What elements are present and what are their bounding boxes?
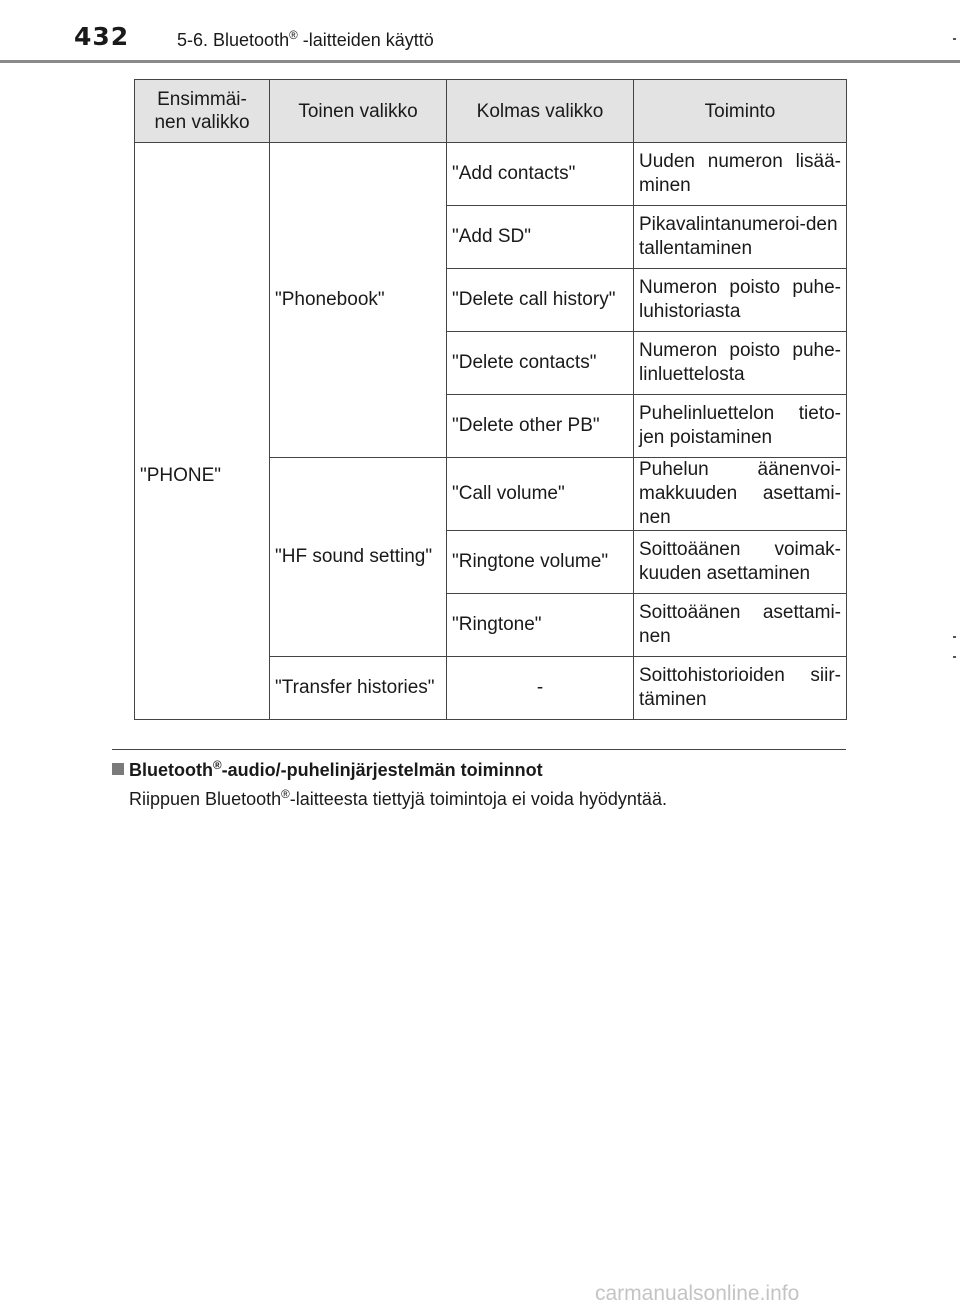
third-menu-item: "Call volume" xyxy=(447,458,634,531)
subsection-heading xyxy=(112,760,543,781)
function-description: Soittoäänen voimak-kuuden asettaminen xyxy=(634,531,847,594)
header-second-menu: Toinen valikko xyxy=(270,80,447,143)
header-first-menu: Ensimmäi- nen valikko xyxy=(135,80,270,143)
page-number: 432 xyxy=(74,22,130,51)
third-menu-item: - xyxy=(447,657,634,720)
function-description: Uuden numeron lisää-minen xyxy=(634,143,847,206)
third-menu-item: "Delete contacts" xyxy=(447,332,634,395)
third-menu-item: "Add SD" xyxy=(447,206,634,269)
edge-mark xyxy=(953,38,956,40)
watermark: carmanualsonline.info xyxy=(595,1282,800,1305)
body-text-start: Riippuen Bluetooth xyxy=(129,789,282,809)
function-description: Puhelinluettelon tieto-jen poistaminen xyxy=(634,395,847,458)
second-menu-transfer-histories: "Transfer histories" xyxy=(270,657,447,720)
header-divider xyxy=(0,60,960,63)
square-bullet-icon xyxy=(112,763,124,775)
edge-mark xyxy=(953,636,956,638)
subsection-body xyxy=(129,789,667,810)
third-menu-item: "Add contacts" xyxy=(447,143,634,206)
third-menu-item: "Ringtone volume" xyxy=(447,531,634,594)
function-description: Puhelun äänenvoi-makkuuden asettami-nen xyxy=(634,458,847,531)
subsection-heading-rest: -audio/-puhelinjärjestelmän toiminnot xyxy=(221,760,543,780)
function-description: Soittoäänen asettami-nen xyxy=(634,594,847,657)
table-header-row xyxy=(135,80,847,143)
registered-mark: ® xyxy=(289,29,298,42)
section-title-text: 5-6. Bluetooth xyxy=(177,30,290,50)
third-menu-item: "Delete other PB" xyxy=(447,395,634,458)
header-third-menu: Kolmas valikko xyxy=(447,80,634,143)
edge-mark xyxy=(953,656,956,658)
second-menu-phonebook: "Phonebook" xyxy=(270,143,447,458)
function-description: Numeron poisto puhe-luhistoriasta xyxy=(634,269,847,332)
section-title-rest: -laitteiden käyttö xyxy=(297,30,434,50)
subsection-heading-text: Bluetooth xyxy=(129,760,213,780)
function-description: Numeron poisto puhe-linluettelosta xyxy=(634,332,847,395)
page-header xyxy=(0,0,960,64)
function-description: Soittohistorioiden siir-täminen xyxy=(634,657,847,720)
function-description: Pikavalintanumeroi-den tallentaminen xyxy=(634,206,847,269)
phone-menu-table xyxy=(134,79,847,720)
third-menu-item: "Delete call history" xyxy=(447,269,634,332)
section-divider xyxy=(112,749,846,750)
registered-mark: ® xyxy=(281,788,290,801)
registered-mark: ® xyxy=(212,759,222,772)
table-row xyxy=(135,143,847,206)
first-menu-phone: "PHONE" xyxy=(135,143,270,720)
second-menu-hf-sound-setting: "HF sound setting" xyxy=(270,458,447,657)
body-text-rest: -laitteesta tiettyjä toimintoja ei voida hyödyntää. xyxy=(289,789,667,809)
third-menu-item: "Ringtone" xyxy=(447,594,634,657)
section-title xyxy=(177,30,434,51)
header-function: Toiminto xyxy=(634,80,847,143)
